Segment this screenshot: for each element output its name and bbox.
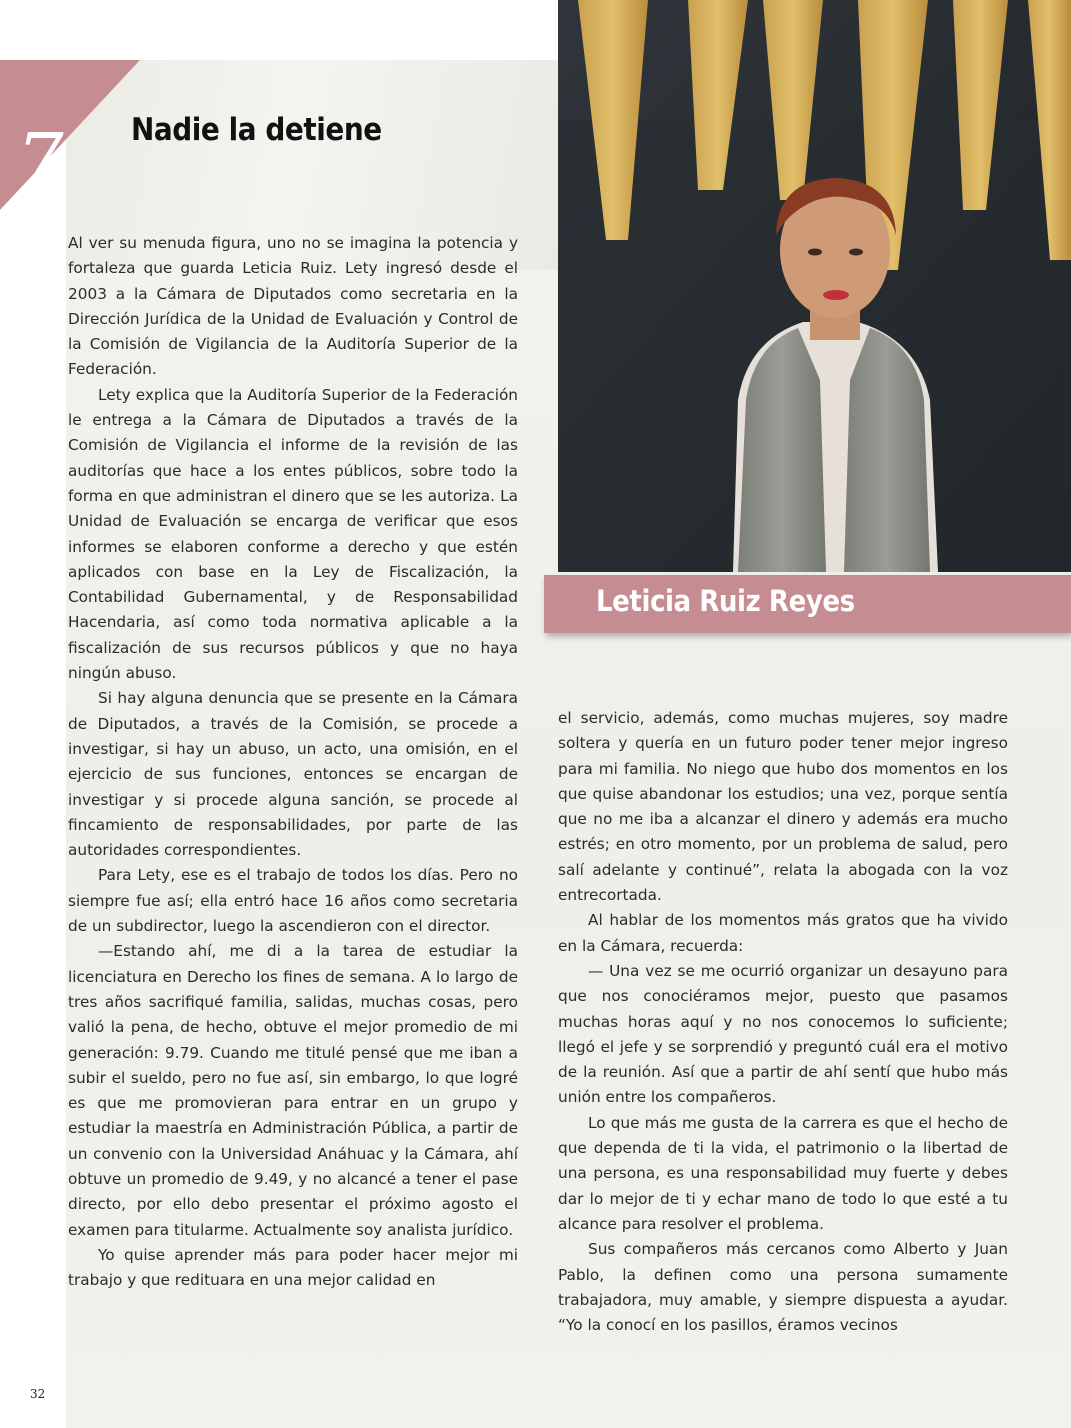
article-title: Nadie la detiene xyxy=(131,112,382,148)
paragraph: Yo quise aprender más para poder hacer mejor mi trabajo y que redituara en una mejor calidad en xyxy=(68,1245,518,1290)
paragraph: Sus compañeros más cercanos como Alberto y Juan Pablo, la definen como una persona sumamente trabajadora, muy amable, y siempre dispuesta a ayudar. “Yo la conocí en los pasillos, éramos vecinos xyxy=(558,1240,1008,1335)
paragraph: Lo que más me gusta de la carrera es que el hecho de que dependa de ti la vida, el patrimonio o la libertad de una persona, es una responsabilidad muy fuerte y debes dar lo mejor de ti y echar mano de todo lo que esté a tu alcance para resolver el problema. xyxy=(558,1113,1008,1233)
paragraph: — Una vez se me ocurrió organizar un desayuno para que nos conociéramos mejor, puesto que pasamos muchas horas aquí y no nos conocemos lo suficiente; llegó el jefe y se sorprendió y preguntó cuál era el motivo de la reunión. Así que a partir de ahí sentí que hubo más unión entre los compañeros. xyxy=(558,961,1008,1107)
paragraph: Si hay alguna denuncia que se presente en la Cámara de Diputados, a través de la Comisión, se procede a investigar, si hay un abuso, un acto, una omisión, en el ejercicio de sus funciones, entonces se encargan de investigar y si procede alguna sanción, se procede al fincamiento de responsabilidades, por parte de las autoridades correspondientes. xyxy=(68,689,518,860)
photo-illustration xyxy=(558,0,1071,572)
paragraph: Lety explica que la Auditoría Superior de la Federación le entrega a la Cámara de Diputados a través de la Comisión de Vigilancia el informe de la revisión de las auditorías que hace a los entes públicos, sobre todo la forma en que administran el dinero que se les autoriza. La Unidad de Evaluación se encarga de verificar que esos informes se elaboren conforme a derecho y que estén aplicados con base en la Ley de Fiscalización, la Contabilidad Gubernamental, y de Responsabilidad Hacendaria, así como toda normativa aplicable a la fiscalización de sus recursos públicos y que no haya ningún abuso. xyxy=(68,385,518,683)
section-number: 7 xyxy=(16,118,64,204)
paragraph: —Estando ahí, me di a la tarea de estudiar la licenciatura en Derecho los fines de semana. A lo largo de tres años sacrifiqué familia, salidas, muchas cosas, pero valió la pena, de hecho, obtuve el mejor promedio de mi generación: 9.79. Cuando me titulé pensé que me iban a subir el sueldo, pero no fue así, sin embargo, lo que logré es que me promovieran para entrar en un grupo y estudiar la maestría en Administración Pública, a partir de un convenio con la Universidad Anáhuac y la Cámara, ahí obtuve un promedio de 9.49, y no alcancé a tener el pase directo, por ello debo presentar el próximo agosto el examen para titularme. Actualmente soy analista jurídico. xyxy=(68,942,518,1239)
left-text-column xyxy=(68,231,518,1293)
paragraph: Al ver su menuda figura, uno no se imagina la potencia y fortaleza que guarda Leticia Ruiz. Lety ingresó desde el 2003 a la Cámara de Diputados como secretaria en la Dirección Jurídica de la Unidad de Evaluación y Control de la Comisión de Vigilancia de la Auditoría Superior de la Federación. xyxy=(68,234,518,379)
name-banner xyxy=(544,575,1071,633)
paragraph: el servicio, además, como muchas mujeres, soy madre soltera y quería en un futuro poder tener mejor ingreso para mi familia. No niego que hubo dos momentos en los que quise abandonar los estudios; una vez, porque sentía que no me iba a alcanzar el dinero y además era mucho estrés; en otro momento, por un problema de salud, pero salí adelante y continué”, relata la abogada con la voz entrecortada. xyxy=(558,709,1008,905)
right-text-column xyxy=(558,706,1008,1338)
section-number-badge xyxy=(0,60,140,210)
profile-name: Leticia Ruiz Reyes xyxy=(596,584,855,618)
page-number: 32 xyxy=(30,1387,46,1401)
paragraph: Para Lety, ese es el trabajo de todos los días. Pero no siempre fue así; ella entró hace 16 años como secretaria de un subdirector, luego la ascendieron con el director. xyxy=(68,866,518,936)
paragraph: Al hablar de los momentos más gratos que ha vivido en la Cámara, recuerda: xyxy=(558,911,1008,955)
profile-photo xyxy=(558,0,1071,572)
